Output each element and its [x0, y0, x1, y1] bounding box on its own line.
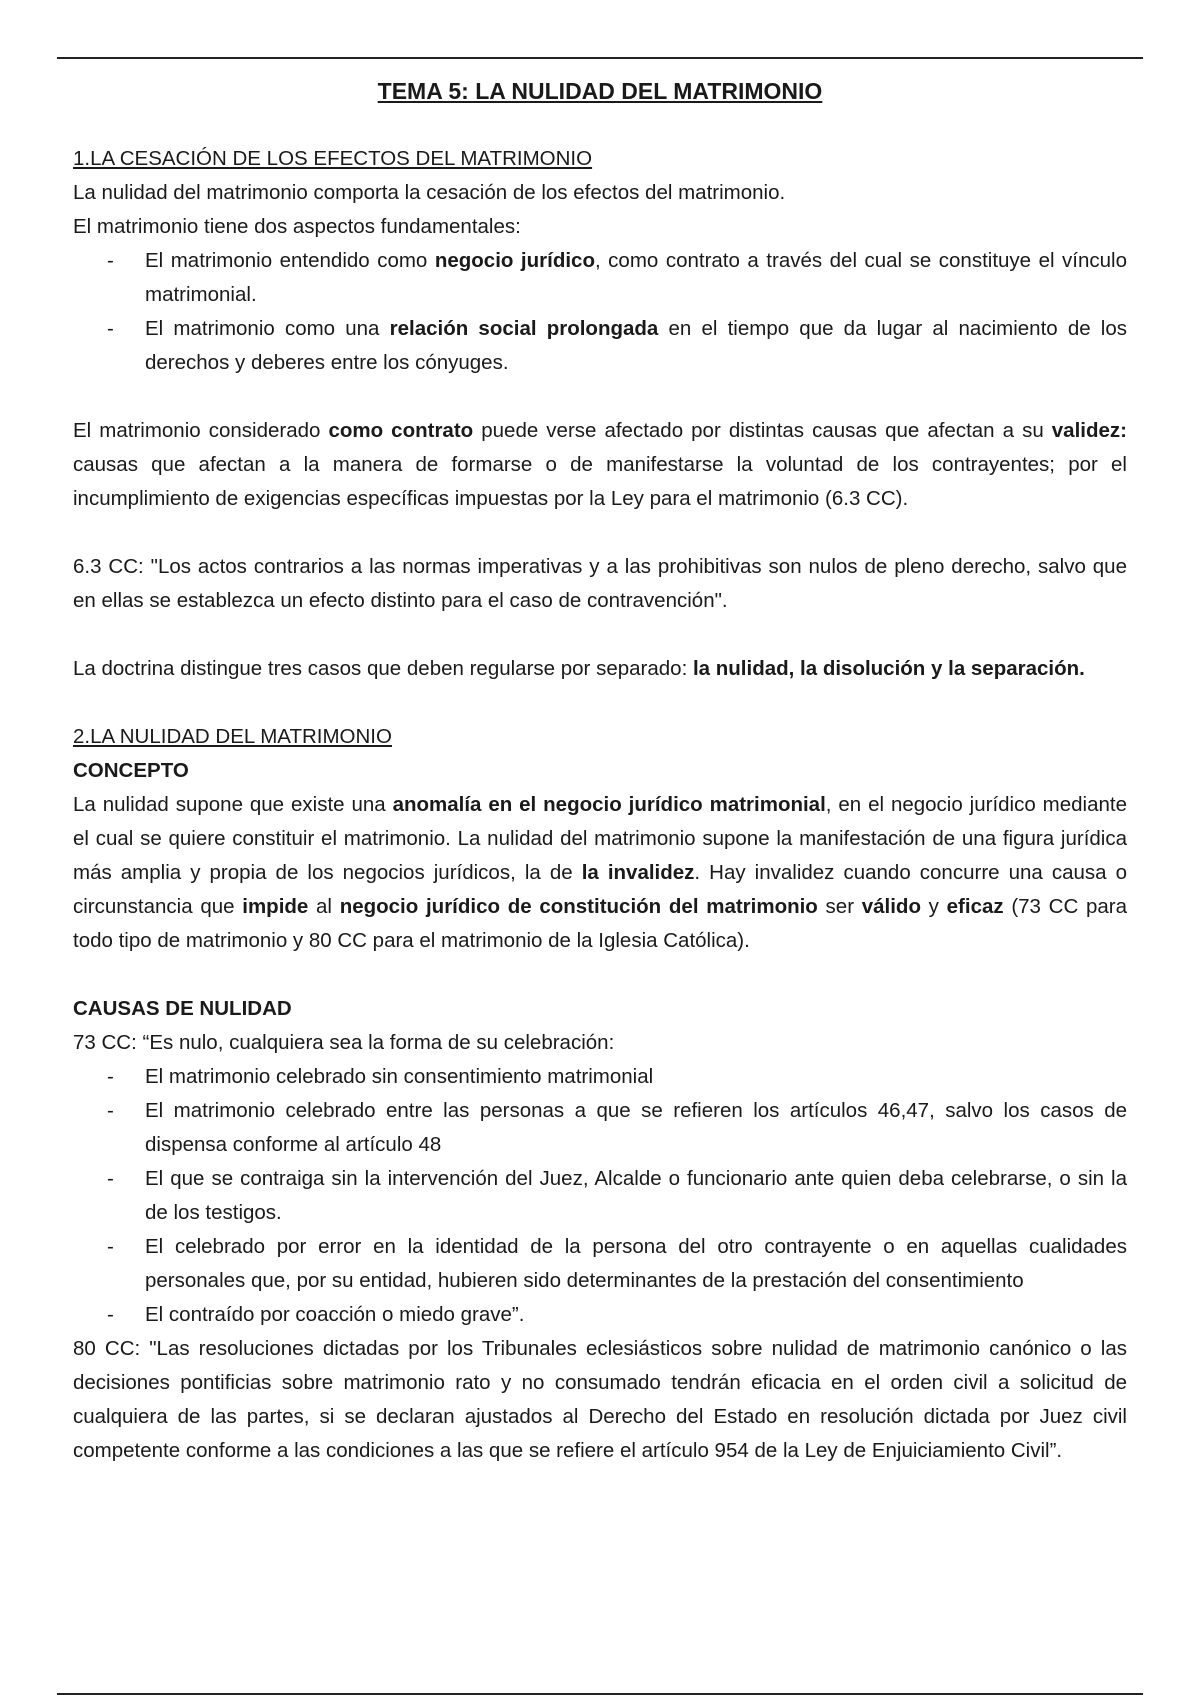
s1-aspects-list — [73, 244, 1127, 380]
top-rule — [57, 57, 1143, 59]
section-2-heading: 2.LA NULIDAD DEL MATRIMONIO — [73, 725, 392, 748]
section-1-heading: 1.LA CESACIÓN DE LOS EFECTOS DEL MATRIMONIO — [73, 147, 593, 170]
s1-paragraph-3: El matrimonio considerado como contrato puede verse afectado por distintas causas que afectan a su validez: causas que afectan a la manera de formarse o de manifestarse la voluntad de los contrayentes; por el incumplimiento de exigencias específicas impuestas por la Ley para el matrimonio (6.3 CC). — [73, 419, 1127, 510]
list-item: - El matrimonio celebrado sin consentimiento matrimonial — [145, 1060, 1127, 1094]
s1-paragraph-4: 6.3 CC: "Los actos contrarios a las normas imperativas y a las prohibitivas son nulos de pleno derecho, salvo que en ellas se establezca un efecto distinto para el caso de contravención". — [73, 555, 1127, 612]
s1-paragraph-2: El matrimonio tiene dos aspectos fundamentales: — [73, 215, 521, 238]
document-page — [73, 72, 1127, 1468]
art80-paragraph: 80 CC: "Las resoluciones dictadas por los Tribunales eclesiásticos sobre nulidad de matrimonio canónico o las decisiones pontificias sobre matrimonio rato y no consumado tendrán eficacia en el orden civil a solicitud de cualquiera de las partes, si se declaran ajustados al Derecho del Estado en resolución dictada por Juez civil competente conforme a las condiciones a las que se refiere el artículo 954 de la Ley de Enjuiciamiento Civil”. — [73, 1337, 1127, 1462]
art73-intro: 73 CC: “Es nulo, cualquiera sea la forma de su celebración: — [73, 1031, 615, 1054]
list-item: - El que se contraiga sin la intervención del Juez, Alcalde o funcionario ante quien deba celebrarse, o sin la de los testigos. — [145, 1162, 1127, 1230]
concepto-paragraph: La nulidad supone que existe una anomalía en el negocio jurídico matrimonial, en el negocio jurídico mediante el cual se quiere constituir el matrimonio. La nulidad del matrimonio supone la manifestación de una figura jurídica más amplia y propia de los negocios jurídicos, la de la invalidez. Hay invalidez cuando concurre una causa o circunstancia que impide al negocio jurídico de constitución del matrimonio ser válido y eficaz (73 CC para todo tipo de matrimonio y 80 CC para el matrimonio de la Iglesia Católica). — [73, 793, 1127, 952]
list-item: - El matrimonio como una relación social prolongada en el tiempo que da lugar al nacimiento de los derechos y deberes entre los cónyuges. — [145, 312, 1127, 380]
list-item: - El contraído por coacción o miedo grave”. — [145, 1298, 1127, 1332]
causas-heading: CAUSAS DE NULIDAD — [73, 997, 292, 1020]
list-item: - El matrimonio celebrado entre las personas a que se refieren los artículos 46,47, salvo los casos de dispensa conforme al artículo 48 — [145, 1094, 1127, 1162]
s1-paragraph-1: La nulidad del matrimonio comporta la cesación de los efectos del matrimonio. — [73, 181, 786, 204]
s1-paragraph-5: La doctrina distingue tres casos que deben regularse por separado: la nulidad, la disolución y la separación. — [73, 657, 1085, 680]
page-title: TEMA 5: LA NULIDAD DEL MATRIMONIO — [377, 78, 823, 104]
list-item: - El matrimonio entendido como negocio jurídico, como contrato a través del cual se constituye el vínculo matrimonial. — [145, 244, 1127, 312]
bottom-rule — [57, 1693, 1143, 1695]
list-item: - El celebrado por error en la identidad de la persona del otro contrayente o en aquellas cualidades personales que, por su entidad, hubieren sido determinantes de la prestación del consentimiento — [145, 1230, 1127, 1298]
concepto-heading: CONCEPTO — [73, 759, 189, 782]
art73-list — [73, 1060, 1127, 1332]
